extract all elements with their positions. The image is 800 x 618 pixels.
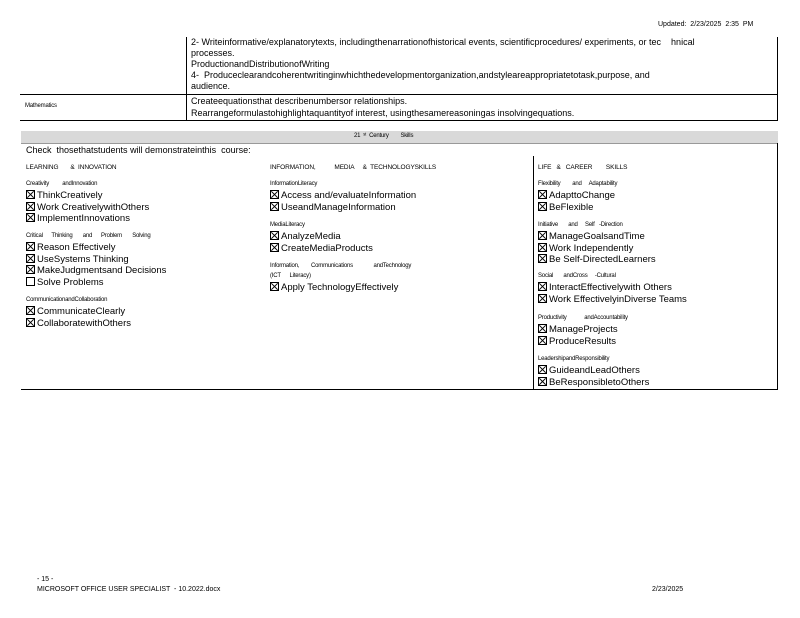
skill-item-label: Access and/evaluateInformation [281, 190, 417, 201]
skill-item-guideandleadothers[interactable] [538, 365, 649, 377]
standard-line: ProductionandDistributionofWriting [191, 59, 330, 69]
skill-item-analyzemedia[interactable] [270, 231, 373, 243]
skill-group [538, 314, 628, 347]
skills-grid-right-border [777, 143, 778, 390]
skill-item-solve-problems[interactable] [26, 277, 166, 289]
skill-item-label: MakeJudgmentsand Decisions [37, 265, 167, 276]
skill-item-label: AnalyzeMedia [281, 231, 341, 242]
skill-item-label: CreateMediaProducts [281, 242, 373, 254]
skill-item-label: Work EffectivelyinDiverse Teams [549, 293, 687, 305]
column-heading-life-career: LIFE & CAREER SKILLS [538, 164, 628, 171]
standard-line: Createequationsthat describenumbersor relationships. [191, 96, 408, 106]
skill-group [26, 180, 149, 225]
skill-item-label: CollaboratewithOthers [37, 317, 131, 329]
page-number: - 15 - [37, 576, 54, 583]
skill-group [26, 232, 166, 288]
checked-checkbox-icon[interactable] [270, 243, 279, 252]
table-divider-left [186, 37, 187, 121]
skill-group-title: Flexibility and Adaptability [538, 181, 618, 187]
skill-group [26, 296, 131, 329]
mathematics-label: Mathematics [25, 103, 57, 109]
skill-group-title: LeadershipandResponsibility [538, 356, 610, 362]
skill-item-label: Apply TechnologyEffectively [281, 282, 399, 293]
skill-group-title: Initiative and Self -Direction [538, 222, 623, 228]
skill-group [538, 272, 687, 305]
skill-item-managegoalsandtime[interactable] [538, 231, 656, 243]
footer-date: 2/23/2025 [652, 586, 684, 593]
checked-checkbox-icon[interactable] [26, 242, 35, 251]
skill-group-title: MediaLiteracy [270, 222, 305, 228]
checked-checkbox-icon[interactable] [270, 190, 279, 199]
skill-item-produceresults[interactable] [538, 336, 628, 348]
checked-checkbox-icon[interactable] [538, 202, 547, 211]
skill-item-manageprojects[interactable] [538, 324, 628, 336]
table-bottom-border [20, 120, 778, 121]
skill-item-beresponsibletoothers[interactable] [538, 377, 649, 389]
skill-item-work-creativelywithothers[interactable] [26, 202, 149, 214]
checked-checkbox-icon[interactable] [26, 190, 35, 199]
skill-item-label: ProduceResults [549, 335, 617, 347]
footer-filename: MICROSOFT OFFICE USER SPECIALIST - 10.2022.docx [37, 586, 221, 593]
checked-checkbox-icon[interactable] [538, 282, 547, 291]
skill-item-makejudgmentsand-decisions[interactable] [26, 265, 166, 277]
mathematics-standards-cell [191, 95, 776, 119]
skill-item-apply-technologyeffectively[interactable] [270, 282, 411, 294]
standard-line: processes. [191, 48, 235, 58]
skill-item-communicateclearly[interactable] [26, 306, 131, 318]
skill-item-label: BeFlexible [549, 201, 594, 213]
checked-checkbox-icon[interactable] [538, 336, 547, 345]
skill-item-usesystems-thinking[interactable] [26, 254, 166, 266]
checked-checkbox-icon[interactable] [538, 254, 547, 263]
skill-group-title: CommunicationandCollaboration [26, 297, 108, 303]
skill-item-createmediaproducts[interactable] [270, 243, 373, 255]
standard-line: 4- Produceclearandcoherentwritinginwhichthedevelopmentorganization,andstyleareappropriatetotask,purpose, and [191, 70, 650, 80]
skill-item-label: CommunicateClearly [37, 306, 126, 317]
unchecked-checkbox-icon[interactable] [26, 277, 35, 286]
standard-line: audience. [191, 81, 231, 91]
skill-item-label: Be Self-DirectedLearners [549, 254, 656, 265]
skills-column-divider [533, 156, 534, 390]
skill-group-title: Critical Thinking and Problem Solving [26, 233, 151, 239]
skill-group [270, 221, 373, 254]
checked-checkbox-icon[interactable] [538, 324, 547, 333]
skills-grid-bottom-border [21, 389, 778, 390]
writing-standards-cell [191, 37, 776, 92]
skill-group-title: Information, Communications andTechnology [270, 263, 412, 269]
checked-checkbox-icon[interactable] [270, 282, 279, 291]
checked-checkbox-icon[interactable] [26, 306, 35, 315]
checked-checkbox-icon[interactable] [26, 265, 35, 274]
skill-item-label: ManageProjects [549, 324, 618, 335]
table-divider-right [777, 37, 778, 121]
skill-group-title: Productivity andAccountability [538, 315, 628, 321]
skill-item-label: ManageGoalsandTime [549, 231, 645, 242]
checked-checkbox-icon[interactable] [538, 377, 547, 386]
skill-group [538, 355, 649, 388]
skill-group-title: Social andCross -Cultural [538, 273, 616, 279]
skill-item-work-effectivelyindiverse-teams[interactable] [538, 294, 687, 306]
top-table [20, 37, 778, 121]
skill-item-beflexible[interactable] [538, 202, 617, 214]
skill-item-label: Work Independently [549, 242, 634, 254]
skill-item-label: ThinkCreatively [37, 190, 103, 201]
skill-item-label: InteractEffectivelywith Others [549, 282, 672, 293]
skill-group-title-continued: (ICT Literacy) [270, 273, 311, 279]
checked-checkbox-icon[interactable] [26, 254, 35, 263]
checked-checkbox-icon[interactable] [538, 231, 547, 240]
checked-checkbox-icon[interactable] [26, 202, 35, 211]
skill-group [538, 221, 656, 266]
skill-item-label: Reason Effectively [37, 242, 116, 253]
skill-item-reason-effectively[interactable] [26, 242, 166, 254]
skill-item-useandmanageinformation[interactable] [270, 202, 416, 214]
skill-item-label: BeResponsibletoOthers [549, 376, 650, 388]
skill-item-label: UseandManageInformation [281, 201, 396, 213]
checked-checkbox-icon[interactable] [538, 243, 547, 252]
skill-item-label: Solve Problems [37, 276, 104, 288]
standard-line: 2- Writeinformative/explanatorytexts, includingthenarrationofhistorical events, scientificprocedures/ experiments, or tec hnical [191, 37, 695, 47]
skill-item-label: ImplementInnovations [37, 213, 130, 224]
skill-group [270, 180, 416, 213]
checked-checkbox-icon[interactable] [26, 318, 35, 327]
skill-item-label: Work CreativelywithOthers [37, 201, 150, 213]
skill-item-adapttochange[interactable] [538, 190, 617, 202]
skill-item-label: GuideandLeadOthers [549, 365, 640, 376]
skill-item-thinkcreatively[interactable] [26, 190, 149, 202]
checked-checkbox-icon[interactable] [538, 294, 547, 303]
skills-prompt: Check thosethatstudents will demonstrateinthis course: [26, 145, 251, 155]
checked-checkbox-icon[interactable] [538, 190, 547, 199]
skill-item-work-independently[interactable] [538, 243, 656, 255]
column-heading-information: INFORMATION, MEDIA & TECHNOLOGYSKILLS [270, 164, 437, 171]
skill-item-be-self-directedlearners[interactable] [538, 254, 656, 266]
column-heading-learning: LEARNING & INNOVATION [26, 164, 117, 171]
skill-item-access-and-evaluateinformation[interactable] [270, 190, 416, 202]
skill-item-implementinnovations[interactable] [26, 213, 149, 225]
skill-item-label: AdapttoChange [549, 190, 616, 201]
checked-checkbox-icon[interactable] [26, 213, 35, 222]
updated-timestamp: Updated: 2/23/2025 2:35 PM [658, 21, 754, 28]
skill-item-interacteffectivelywith-others[interactable] [538, 282, 687, 294]
skills-grid-top-border [21, 143, 778, 144]
skill-item-collaboratewithothers[interactable] [26, 318, 131, 330]
skill-group-title: InformationLiteracy [270, 181, 318, 187]
checked-checkbox-icon[interactable] [270, 202, 279, 211]
skill-group [538, 180, 617, 213]
skill-group-title: Creativity andInnovation [26, 181, 98, 187]
standard-line: Rearrangeformulastohighlightaquantityof interest, usingthesamereasoningas insolvingequations. [191, 108, 575, 118]
skill-item-label: UseSystems Thinking [37, 253, 129, 265]
skills-banner [21, 131, 778, 143]
checked-checkbox-icon[interactable] [270, 231, 279, 240]
checked-checkbox-icon[interactable] [538, 365, 547, 374]
skills-banner-title: 21 ˢᵗ Century Skills [354, 133, 414, 139]
skill-group [270, 262, 411, 294]
